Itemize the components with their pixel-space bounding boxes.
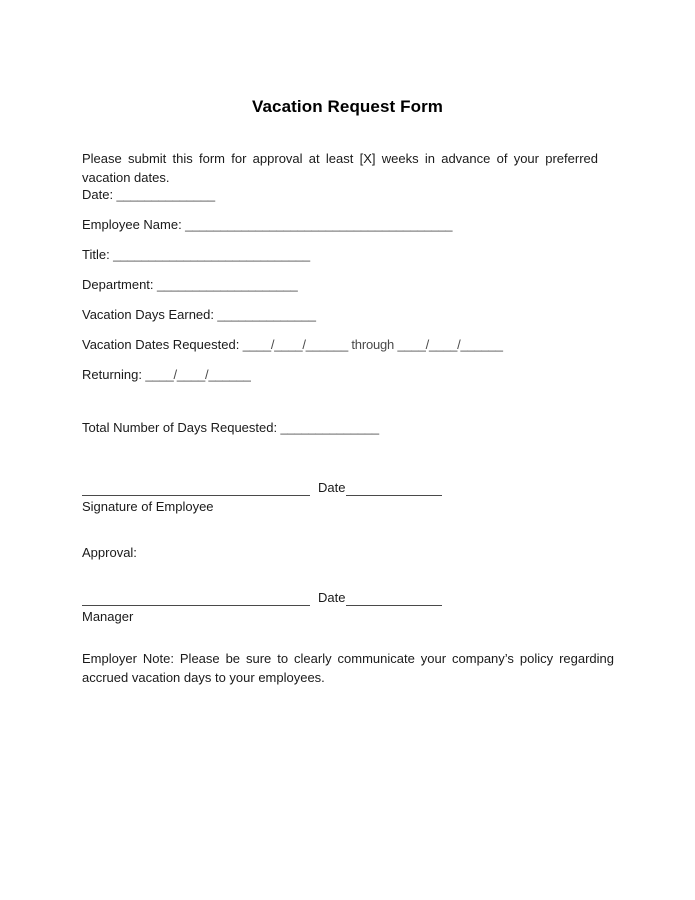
field-row-returning: [82, 366, 622, 396]
field-blank-total-days[interactable]: ______________: [277, 420, 379, 435]
field-row-employee-name: [82, 216, 622, 246]
field-row-total-days: [82, 419, 379, 436]
signature-line-row-manager: [82, 588, 582, 606]
field-blank-vacation-days-earned[interactable]: ______________: [214, 307, 316, 322]
approval-label: Approval:: [82, 545, 137, 560]
field-blank-vacation-dates-requested[interactable]: ____/____/______ through ____/____/______: [239, 337, 503, 352]
field-label-employee-name: Employee Name:: [82, 217, 182, 232]
field-row-department: [82, 276, 622, 306]
field-blank-employee-name[interactable]: ______________________________________: [181, 217, 453, 232]
field-label-title: Title:: [82, 247, 110, 262]
signature-date-rule-employee[interactable]: [346, 481, 442, 496]
signature-date-label-employee: Date: [318, 480, 346, 495]
field-label-vacation-days-earned: Vacation Days Earned:: [82, 307, 214, 322]
field-label-total-days: Total Number of Days Requested:: [82, 420, 278, 435]
signature-block-manager: [82, 588, 582, 625]
field-label-date: Date:: [82, 187, 114, 202]
signature-line-row-employee: [82, 478, 582, 496]
field-blank-title[interactable]: ____________________________: [109, 247, 310, 262]
signature-date-rule-manager[interactable]: [346, 591, 442, 606]
field-row-date: [82, 186, 622, 216]
field-label-department: Department:: [82, 277, 154, 292]
signature-caption-employee: Signature of Employee: [82, 499, 214, 514]
field-row-vacation-days-earned: [82, 306, 622, 336]
signature-rule-employee[interactable]: [82, 481, 310, 496]
field-row-title: [82, 246, 622, 276]
page-title: Vacation Request Form: [251, 97, 444, 116]
form-fields: [82, 186, 622, 396]
signature-date-label-manager: Date: [318, 590, 346, 605]
signature-block-employee: [82, 478, 582, 515]
signature-rule-manager[interactable]: [82, 591, 310, 606]
field-row-vacation-dates-requested: [82, 336, 622, 366]
field-blank-department[interactable]: ____________________: [153, 277, 298, 292]
field-blank-returning[interactable]: ____/____/______: [141, 367, 251, 382]
signature-caption-manager: Manager: [82, 609, 134, 624]
field-label-vacation-dates-requested: Vacation Dates Requested:: [82, 337, 240, 352]
field-blank-date[interactable]: ______________: [113, 187, 215, 202]
field-label-returning: Returning:: [82, 367, 142, 382]
employer-note: Employer Note: Please be sure to clearly communicate your company’s policy regarding accrued vacation days to your employees.: [82, 651, 614, 685]
intro-paragraph: Please submit this form for approval at least [X] weeks in advance of your preferred vacation dates.: [82, 151, 598, 185]
